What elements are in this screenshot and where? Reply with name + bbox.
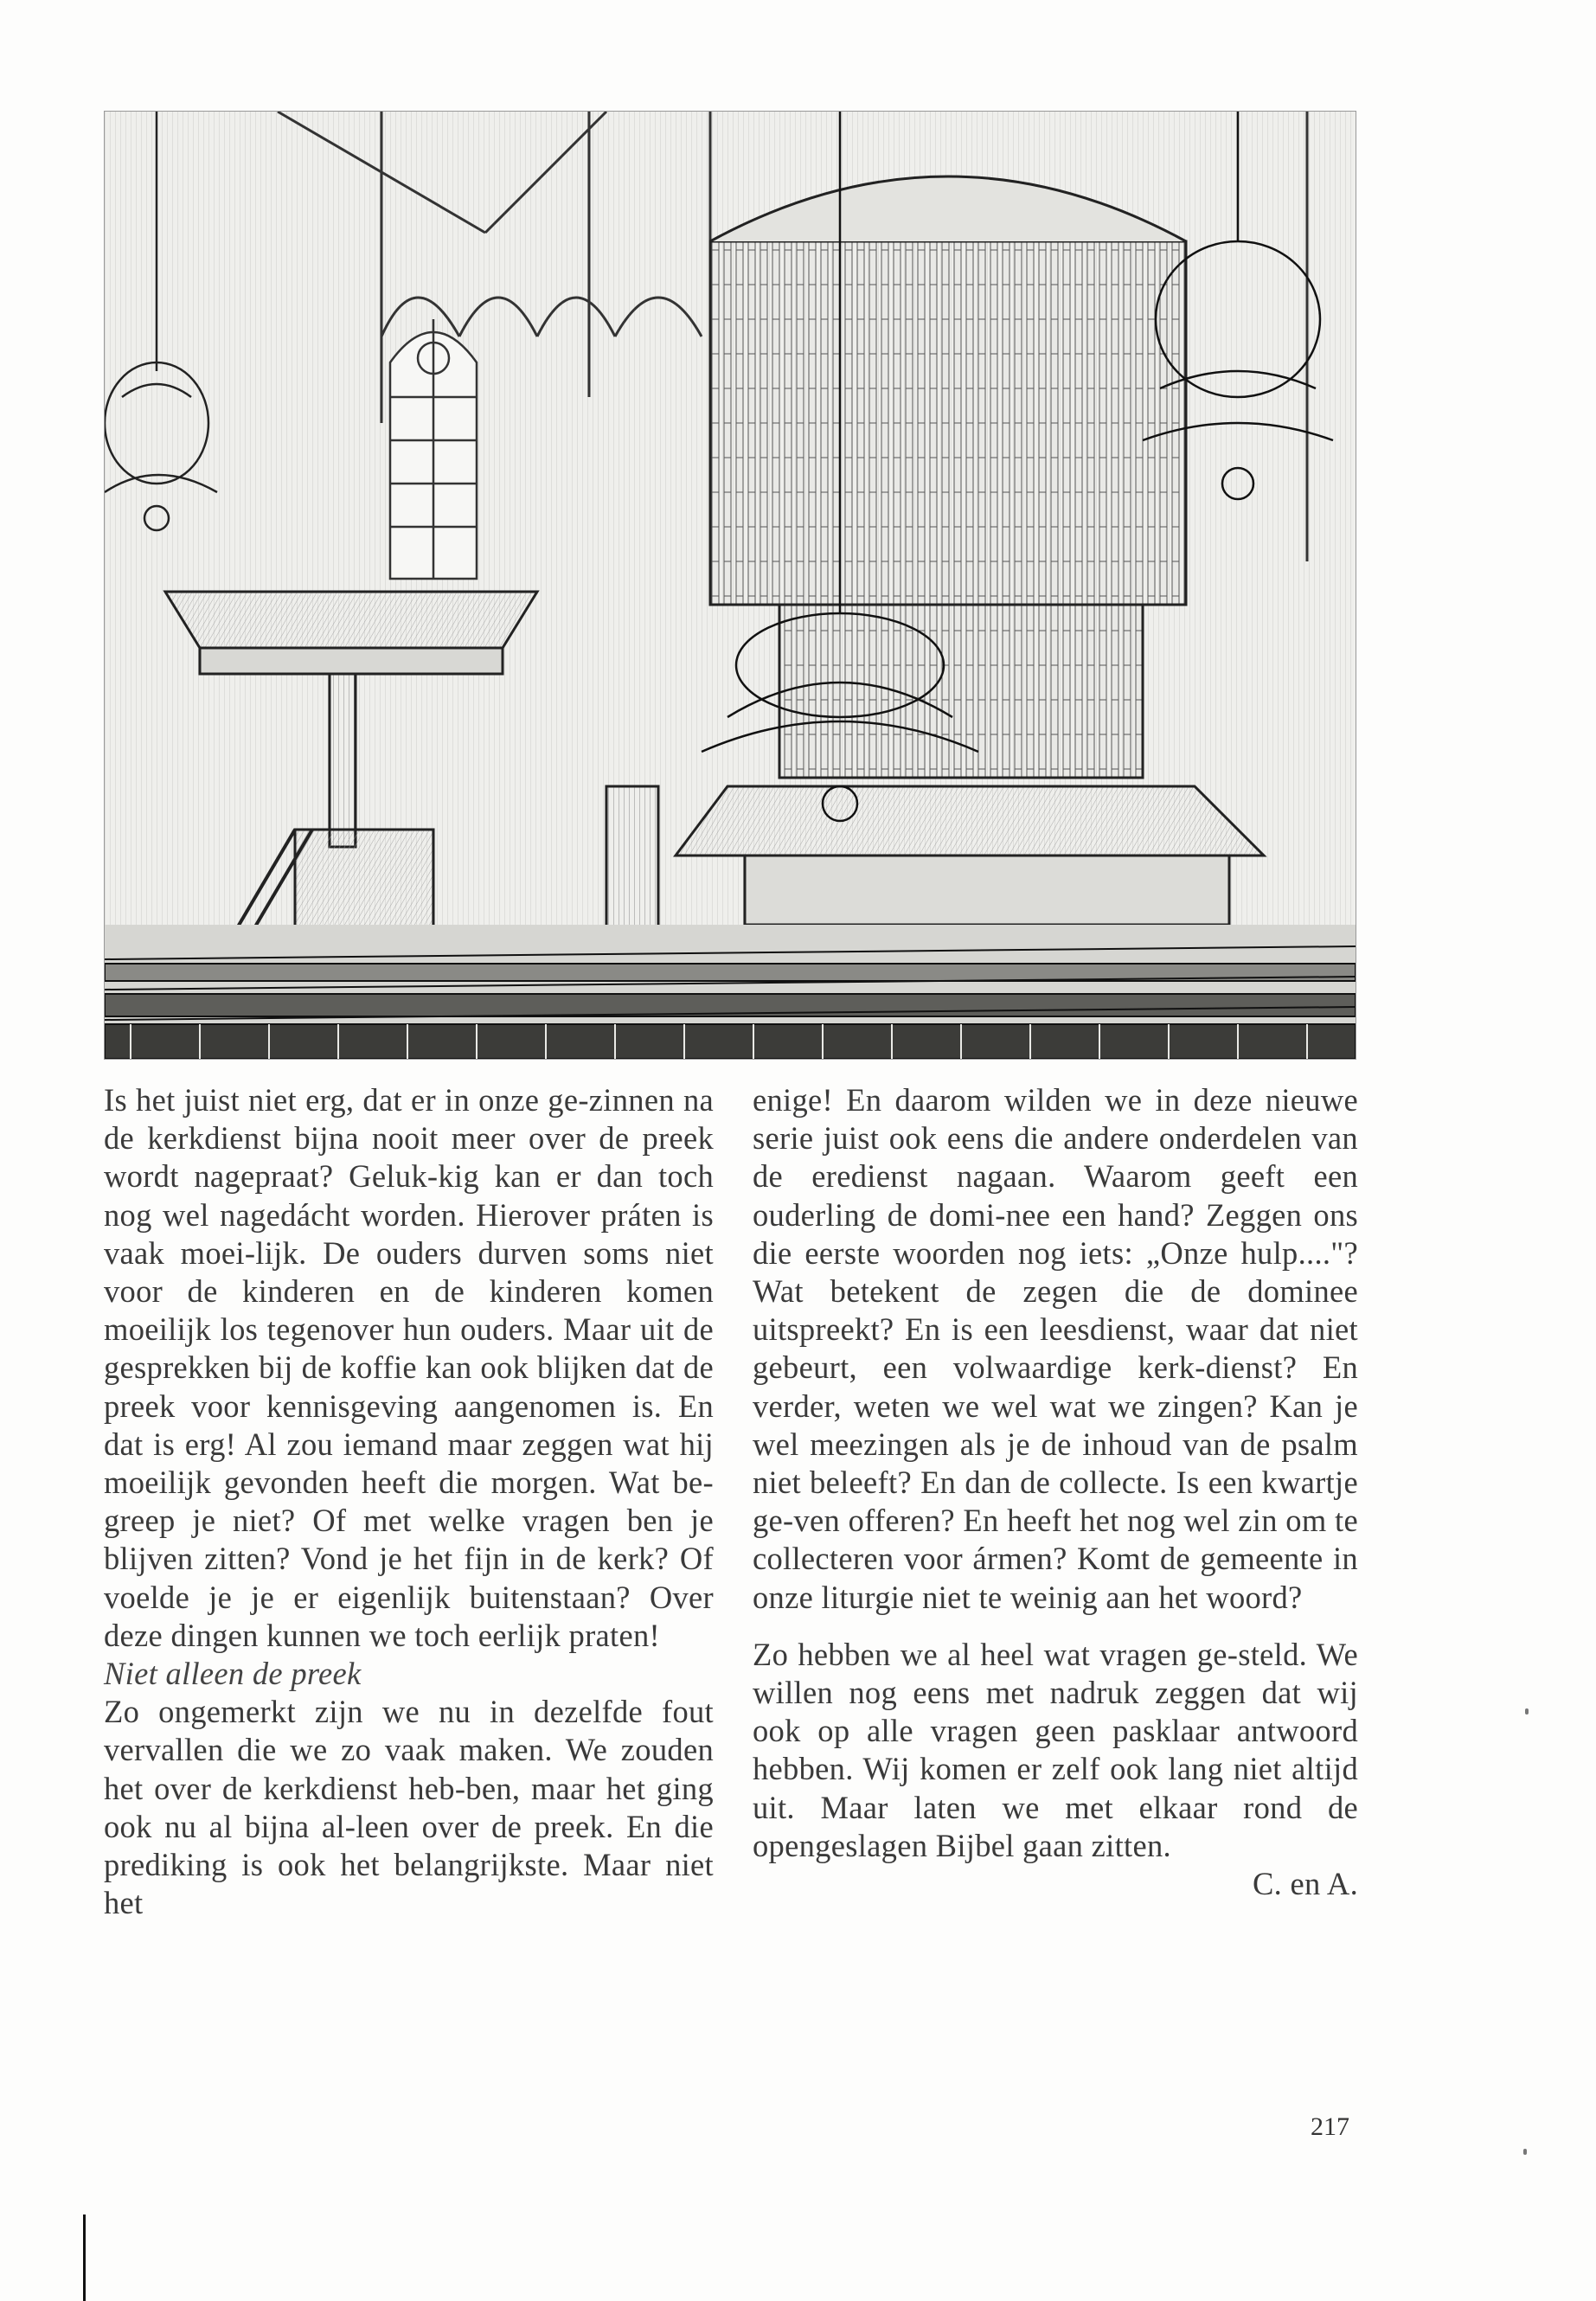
right-column bbox=[753, 1081, 1358, 1903]
section-subheading: Niet alleen de preek bbox=[104, 1656, 362, 1692]
gothic-window bbox=[390, 319, 477, 579]
scan-edge-line bbox=[83, 2214, 86, 2301]
left-column bbox=[104, 1081, 714, 1922]
church-interior-engraving-icon bbox=[105, 112, 1356, 1059]
scan-speck bbox=[1523, 2149, 1527, 2155]
left-paragraph-2: Zo ongemerkt zijn we nu in dezelfde fout vervallen die we zo vaak maken. We zouden het over de kerkdienst heb-ben, maar het ging ook nu al bijna al-leen over de preek. En die prediking is ook het belangrijkste. Maar niet het bbox=[104, 1694, 714, 1921]
author-signature: C. en A. bbox=[1252, 1866, 1358, 1902]
page-number: 217 bbox=[1311, 2112, 1349, 2141]
right-paragraph-2: Zo hebben we al heel wat vragen ge-steld. We willen nog eens met nadruk zeggen dat wij ook op alle vragen geen pasklaar antwoord hebben. Wij komen er zelf ook lang niet altijd uit. Maar laten we met elkaar rond de opengeslagen Bijbel gaan zitten. bbox=[753, 1636, 1358, 1863]
scan-speck bbox=[1525, 1708, 1529, 1715]
left-paragraph-1: Is het juist niet erg, dat er in onze ge-zinnen na de kerkdienst bijna nooit meer over de preek wordt nagepraat? Geluk-kig kan er dan toch nog wel nagedácht worden. Hierover práten is vaak moei-lijk. De ouders durven soms niet voor de kinderen en de kinderen komen moeilijk los tegenover hun ouders. Maar uit de gesprekken bij de koffie kan ook blijken dat de preek voor kennisgeving aangenomen is. En dat is erg! Al zou iemand maar zeggen wat hij moeilijk gevonden heeft die morgen. Wat be-greep je niet? Of met welke vragen ben je blijven zitten? Vond je het fijn in de kerk? Of voelde je je er eigenlijk buitenstaan? Over deze dingen kunnen we toch eerlijk praten! bbox=[104, 1082, 714, 1653]
church-interior-illustration bbox=[104, 111, 1356, 1060]
right-paragraph-1: enige! En daarom wilden we in deze nieuwe serie juist ook eens die andere onderdelen van de eredienst nagaan. Waarom geeft een ouderling de domi-nee een hand? Zeggen ons die eerste woorden nog iets: „Onze hulp...."? Wat betekent de zegen die de dominee uitspreekt? En is een leesdienst, waar dat niet gebeurt, een volwaardige kerk-dienst? En verder, weten we wel wat we zingen? Kan je wel meezingen als je de inhoud van de psalm niet beleeft? En dan de collecte. Is een kwartje ge-ven offeren? En heeft het nog wel zin om te collecteren voor ármen? Komt de gemeente in onze liturgie niet te weinig aan het woord? bbox=[753, 1082, 1358, 1615]
